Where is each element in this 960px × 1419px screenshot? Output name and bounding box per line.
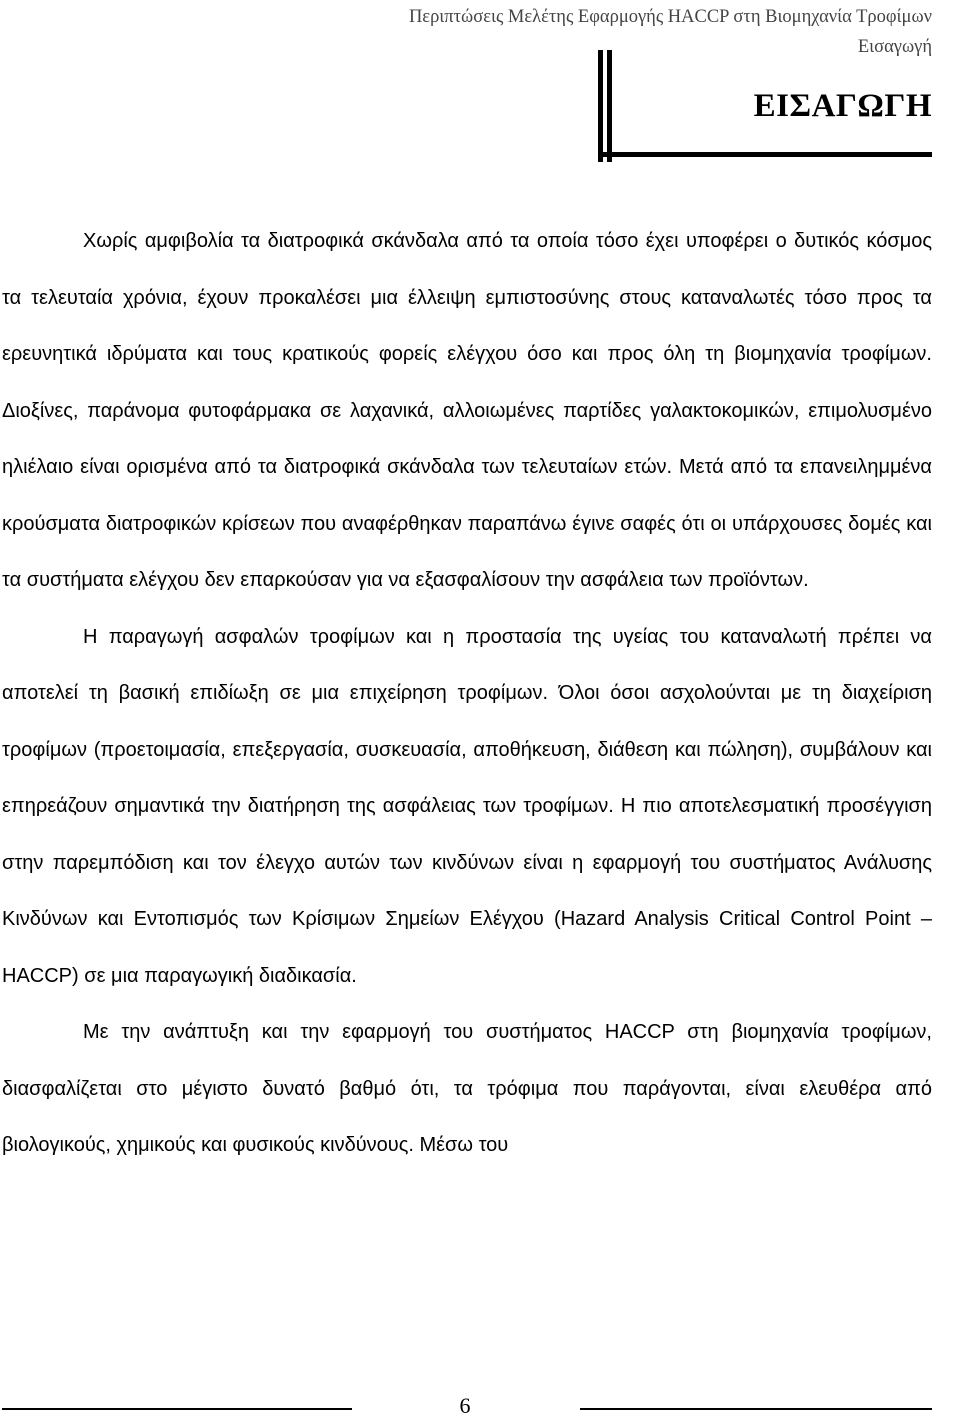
decorative-bar-right — [607, 50, 612, 162]
paragraph-2: Η παραγωγή ασφαλών τροφίμων και η προστασία της υγείας του καταναλωτή πρέπει να αποτελεί τη βασική επιδίωξη σε μια επιχείρηση τροφίμων. Όλοι όσοι ασχολούνται με τη διαχείριση τροφίμων (προετοιμασία, επεξεργασία, συσκευασία, αποθήκευση, διάθεση και πώληση), συμβάλουν και επηρεάζουν σημαντικά την διατήρηση της ασφάλειας των τροφίμων. Η πιο αποτελεσματική προσέγγιση στην παρεμπόδιση και τον έλεγχο αυτών των κινδύνων είναι η εφαρμογή του συστήματος Ανάλυσης Κινδύνων και Εντοπισμός των Κρίσιμων Σημείων Ελέγχου (Hazard Analysis Critical Control Point – HACCP) σε μια παραγωγική διαδικασία. — [2, 625, 932, 987]
running-header — [409, 2, 932, 62]
book-title: Περιπτώσεις Μελέτης Εφαρμογής HACCP στη Βιομηχανία Τροφίμων — [408, 7, 932, 27]
body-text — [2, 213, 932, 1174]
chapter-title: ΕΙΣΑΓΩΓΗ — [753, 88, 932, 124]
paragraph-1: Χωρίς αμφιβολία τα διατροφικά σκάνδαλα από τα οποία τόσο έχει υποφέρει ο δυτικός κόσμος τα τελευταία χρόνια, έχουν προκαλέσει μια έλλειψη εμπιστοσύνης στους καταναλωτές τόσο προς τα ερευνητικά ιδρύματα και τους κρατικούς φορείς ελέγχου όσο και προς όλη τη βιομηχανία τροφίμων. Διοξίνες, παράνομα φυτοφάρμακα σε λαχανικά, αλλοιωμένες παρτίδες γαλακτοκομικών, επιμολυσμένο ηλιέλαιο είναι ορισμένα από τα διατροφικά σκάνδαλα των τελευταίων ετών. Μετά από τα επανειλημμένα κρούσματα διατροφικών κρίσεων που αναφέρθηκαν παραπάνω έγινε σαφές ότι οι υπάρχουσες δομές και τα συστήματα ελέγχου δεν επαρκούσαν για να εξασφαλίσουν την ασφάλεια των προϊόντων. — [2, 230, 932, 591]
section-name: Εισαγωγή — [857, 37, 932, 57]
decorative-bar-left — [598, 50, 603, 162]
footer-rule-left — [2, 1408, 352, 1410]
title-underline-rule — [598, 152, 932, 157]
decorative-bars — [598, 50, 616, 162]
footer-rule-right — [580, 1408, 932, 1410]
paragraph-3: Με την ανάπτυξη και την εφαρμογή του συστήματος HACCP στη βιομηχανία τροφίμων, διασφαλίζεται στο μέγιστο δυνατό βαθμό ότι, τα τρόφιμα που παράγονται, είναι ελευθέρα από βιολογικούς, χημικούς και φυσικούς κινδύνους. Μέσω του — [2, 1021, 932, 1156]
page-number: 6 — [459, 1393, 471, 1418]
